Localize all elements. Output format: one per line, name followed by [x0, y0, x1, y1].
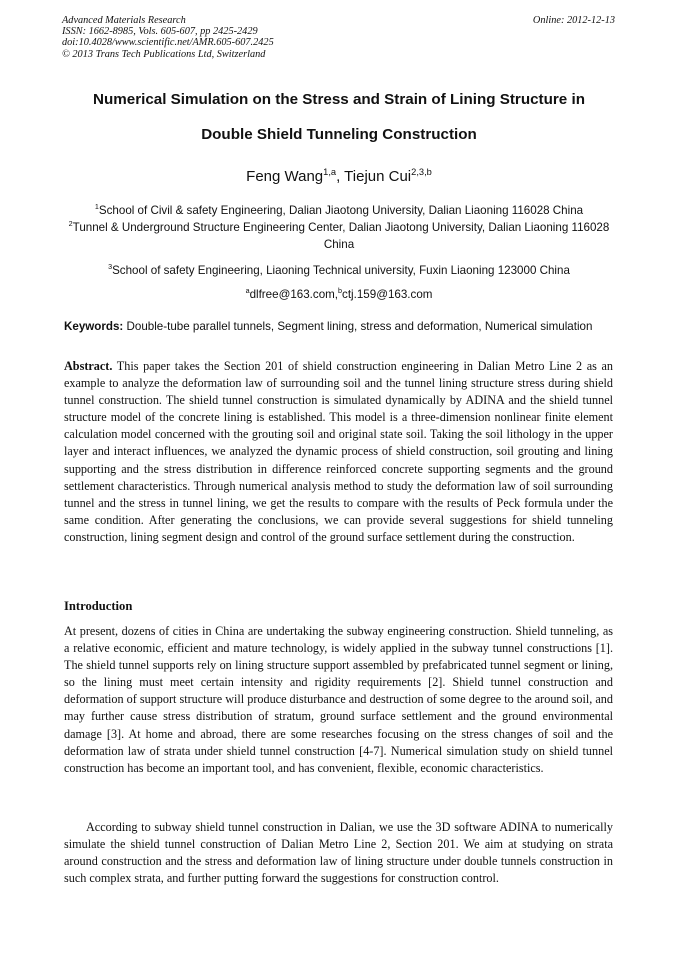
doi-line: doi:10.4028/www.scientific.net/AMR.605-607.2425: [62, 37, 274, 49]
abstract-label: Abstract.: [64, 359, 113, 373]
abstract-section: [64, 358, 613, 546]
email-link[interactable]: dlfree@163.com,: [249, 288, 339, 301]
author-affiliation-marker: 2,3,b: [411, 167, 432, 177]
issn-line: ISSN: 1662-8985, Vols. 605-607, pp 2425-2429: [62, 26, 258, 38]
online-date: Online: 2012-12-13: [532, 15, 615, 26]
affiliation-3: [60, 262, 618, 279]
affiliation-1: [60, 202, 618, 219]
introduction-heading: Introduction: [64, 599, 133, 613]
affiliation-2: [60, 219, 618, 253]
affiliation-marker: 2: [68, 219, 73, 229]
email-link[interactable]: ctj.159@163.com: [342, 288, 433, 301]
paper-title-line-2: Double Shield Tunneling Construction: [201, 126, 477, 143]
keywords-text: Double-tube parallel tunnels, Segment lining, stress and deformation, Numerical simulation: [123, 320, 593, 333]
affiliation-text: School of Civil & safety Engineering, Dalian Jiaotong University, Dalian Liaoning 116028 China: [98, 204, 584, 217]
introduction-paragraph-1: At present, dozens of cities in China are undertaking the subway engineering construction. Shield tunneling, as a relative economic, efficient and mature technology, is widely applied in the subway tunnel constructions [1]. The shield tunnel supports rely on lining structure support assembled by prefabricated tunnel segment or lining, so the lining must meet certain intensity and rigidity requirements [2]. Shield tunnel construction and deformation of support structure will produce disturbance and destruction of some degree to the around soil, and may further cause stress distribution of stratum, ground surface settlement and the ground environmental damage [3]. At home and abroad, there are some researches focusing on the stress changes of soil and the deformation law of strata under shield tunnel construction [4-7]. Numerical simulation study on shield tunnel construction has become an important tool, and has convenient, flexible, economic characteristics.: [64, 624, 613, 775]
affiliation-marker: 1: [94, 202, 99, 212]
introduction-paragraph-2: According to subway shield tunnel construction in Dalian, we use the 3D software ADINA to numerically simulate the shield tunnel construction of Dalian Metro Line 2, Section 201. We aim at studying on strata around construction and the stress and deformation law of lining structure under double tunnels construction in such complex strata, and further putting forward the suggestions for construction control.: [64, 820, 613, 886]
author-name: Feng Wang: [246, 168, 324, 185]
journal-name: Advanced Materials Research: [62, 15, 186, 26]
affiliation-text: School of safety Engineering, Liaoning Technical university, Fuxin Liaoning 123000 China: [112, 264, 570, 277]
author-separator: ,: [336, 168, 345, 185]
journal-header: [62, 15, 615, 60]
affiliation-text: Tunnel & Underground Structure Engineering Center, Dalian Jiaotong University, Dalian Liaoning 116028 China: [72, 221, 610, 251]
email-marker: b: [338, 286, 343, 296]
keywords-section: [64, 318, 613, 335]
author-list: [40, 167, 638, 187]
copyright-line: © 2013 Trans Tech Publications Ltd, Switzerland: [62, 48, 266, 60]
author-affiliation-marker: 1,a: [323, 167, 337, 177]
author-emails: [60, 286, 618, 303]
affiliation-marker: 3: [108, 262, 113, 272]
keywords-label: Keywords:: [64, 320, 124, 333]
author-name: Tiejun Cui: [344, 168, 412, 185]
abstract-text: This paper takes the Section 201 of shield construction engineering in Dalian Metro Line 2 as an example to analyze the deformation law of surrounding soil and the tunnel lining structure stress during shield tunnel construction. The shield tunnel construction is simulated dynamically by ADINA and the shield tunnel structure model of the concrete lining is established. This model is a three-dimension nonlinear finite element calculation model concerned with the grouting soil and original state soil. Taking the soil lithology in the upper layer and interact influences, we analyzed the dynamic process of shield construction, soil grouting and lining supporting and the stress distribution in difference reinforced concrete supporting segments and the ground settlement characteristics. Through numerical analysis method to study the deformation law of soil surrounding tunnel and the stress in tunnel lining, we get the results to compare with the results of Peck formula under the same condition. After generating the conclusions, we can provide several suggestions for shield tunneling construction, lining segment design and control of the ground surface settlement during the construction.: [64, 359, 613, 544]
email-marker: a: [245, 286, 250, 296]
paper-title-line-1: Numerical Simulation on the Stress and Strain of Lining Structure in: [93, 91, 585, 108]
